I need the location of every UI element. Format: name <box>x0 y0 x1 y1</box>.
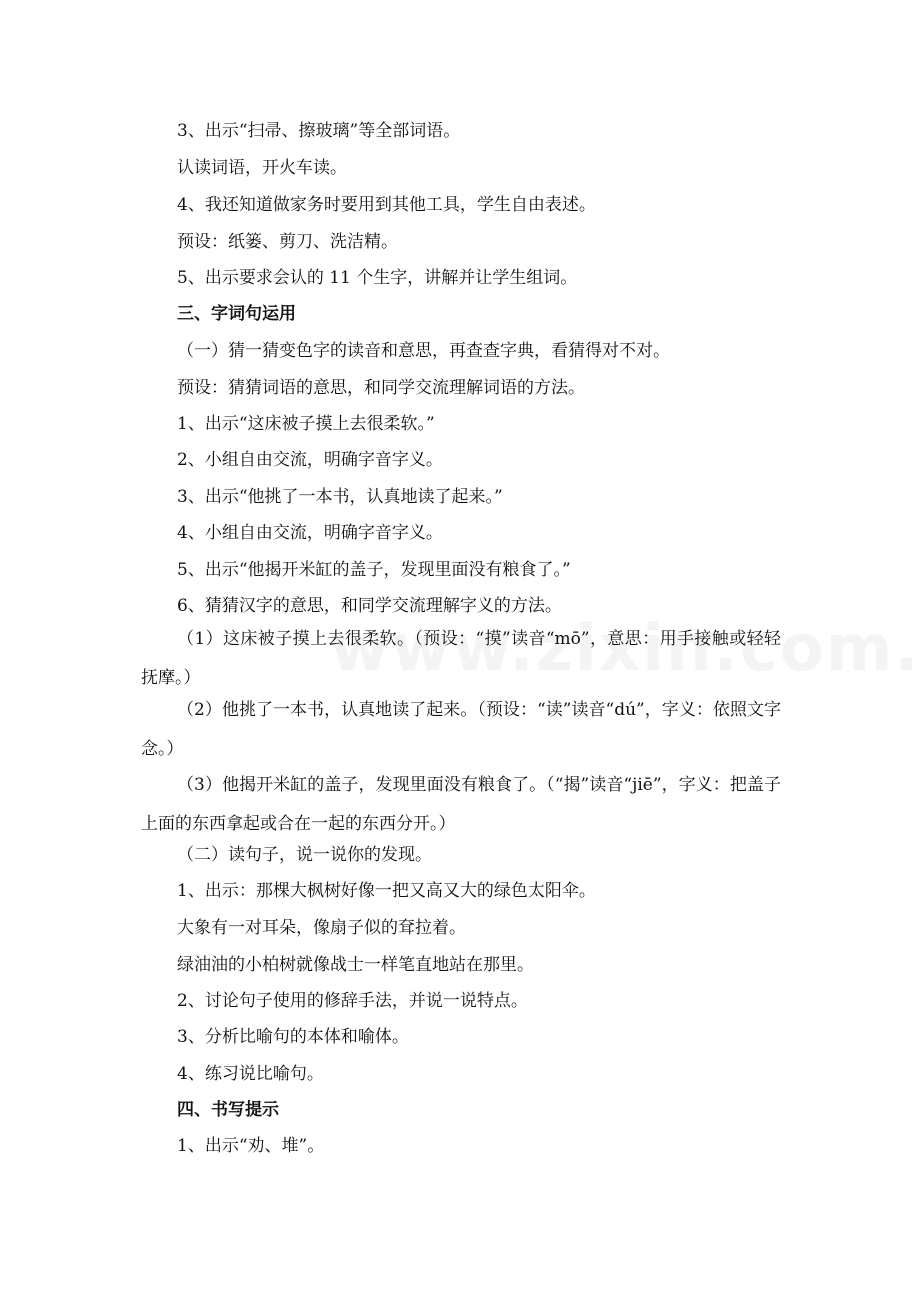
example-paragraph: （2）他挑了一本书，认真地读了起来。（预设：“读”读音“dú”，字义：依照文字念。） <box>141 700 781 759</box>
text-line: 3、出示“扫帚、擦玻璃”等全部词语。 <box>177 121 461 141</box>
text-line: 3、分析比喻句的本体和喻体。 <box>177 1027 409 1047</box>
text-line: 5、出示“他揭开米缸的盖子，发现里面没有粮食了。” <box>177 560 571 580</box>
section-heading: 四、书写提示 <box>177 1100 279 1120</box>
section-heading: 三、字词句运用 <box>177 304 296 324</box>
text-line: 4、练习说比喻句。 <box>177 1064 324 1084</box>
text-line: 预设：猜猜词语的意思，和同学交流理解词语的方法。 <box>177 378 585 398</box>
text-line: 1、出示“这床被子摸上去很柔软。” <box>177 414 435 434</box>
text-line: 2、讨论句子使用的修辞手法，并说一说特点。 <box>177 991 528 1011</box>
text-line: 预设：纸篓、剪刀、洗洁精。 <box>177 232 398 252</box>
text-line: 6、猜猜汉字的意思，和同学交流理解字义的方法。 <box>177 596 562 616</box>
text-line: 4、我还知道做家务时要用到其他工具，学生自由表述。 <box>177 195 596 215</box>
text-line: 绿油油的小柏树就像战士一样笔直地站在那里。 <box>177 955 534 975</box>
text-line: 5、出示要求会认的 11 个生字，讲解并让学生组词。 <box>177 268 578 288</box>
example-paragraph: （1）这床被子摸上去很柔软。（预设：“摸”读音“mō”，意思：用手接触或轻轻抚摩。） <box>141 629 781 688</box>
text-line: 2、小组自由交流，明确字音字义。 <box>177 450 443 470</box>
text-line: 大象有一对耳朵，像扇子似的耷拉着。 <box>177 918 466 938</box>
text-line: 1、出示“劝、堆”。 <box>177 1136 325 1156</box>
text-line: 4、小组自由交流，明确字音字义。 <box>177 523 443 543</box>
text-line: （二）读句子，说一说你的发现。 <box>177 845 432 865</box>
example-paragraph: （3）他揭开米缸的盖子，发现里面没有粮食了。（“揭”读音“jiē”，字义：把盖子上面的东西拿起或合在一起的东西分开。） <box>141 775 781 834</box>
text-line: 3、出示“他挑了一本书，认真地读了起来。” <box>177 487 503 507</box>
text-line: （一）猜一猜变色字的读音和意思，再查查字典，看猜得对不对。 <box>177 341 670 361</box>
text-line: 1、出示：那棵大枫树好像一把又高又大的绿色太阳伞。 <box>177 881 596 901</box>
text-line: 认读词语，开火车读。 <box>177 158 347 178</box>
